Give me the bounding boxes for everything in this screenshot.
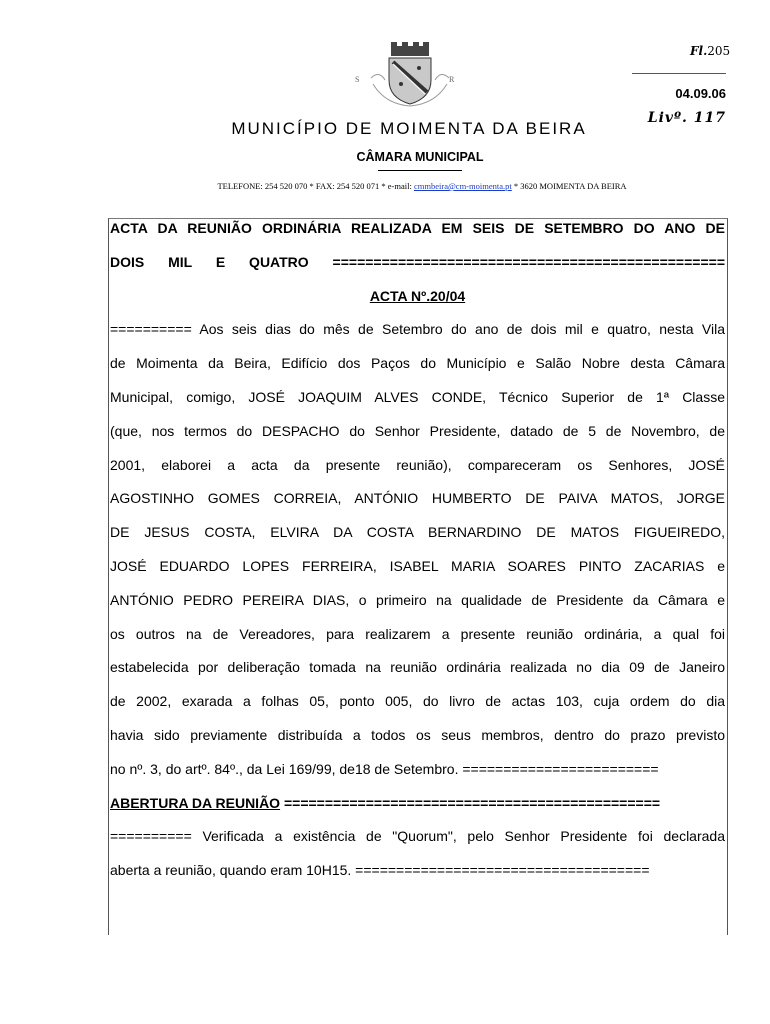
section-heading: ABERTURA DA REUNIÃO (110, 794, 281, 811)
crest-letter-right: R (449, 75, 455, 84)
minutes-number: ACTA Nº.20/04 (369, 287, 466, 304)
body-line: os outros na de Vereadores, para realizarem a presente reunião ordinária, a qual foi (110, 625, 725, 642)
body-line: de Moimenta da Beira, Edifício dos Paços do Município e Salão Nobre desta Câmara (110, 355, 725, 372)
body-line: aberta a reunião, quando eram 10H15. ==================================== (110, 862, 650, 879)
contact-address: * 3620 MOIMENTA DA BEIRA (511, 181, 627, 191)
body-line: JOSÉ EDUARDO LOPES FERREIRA, ISABEL MARIA SOARES PINTO ZACARIAS e (110, 557, 725, 574)
crest-letter-left: S (355, 75, 360, 84)
folio-prefix: Fl. (690, 44, 708, 58)
municipal-crest (355, 40, 465, 112)
body-line: ANTÓNIO PEDRO PEREIRA DIAS, o primeiro na qualidade de Presidente da Câmara e (110, 591, 725, 608)
body-line: ========== Verificada a existência de "Quorum", pelo Senhor Presidente foi declarada (110, 828, 725, 845)
body-line: no nº. 3, do artº. 84º., da Lei 169/99, de18 de Setembro. ======================== (110, 760, 659, 777)
contact-phone-fax: TELEFONE: 254 520 070 * FAX: 254 520 071 * e-mail: (217, 181, 414, 191)
body-line: havia sido previamente distribuída a todos os seus membros, dentro do prazo previsto (110, 726, 725, 743)
minutes-number-line (110, 283, 725, 317)
body-line: ========== Aos seis dias do mês de Setembro do ano de dois mil e quatro, nesta Vila (110, 321, 725, 338)
council-title: CÂMARA MUNICIPAL (356, 150, 484, 164)
folio-value: 205 (707, 44, 731, 58)
body-line: (que, nos termos do DESPACHO do Senhor Presidente, datado de 5 de Novembro, de (110, 422, 725, 439)
minutes-title-line-1: ACTA DA REUNIÃO ORDINÁRIA REALIZADA EM SEIS DE SETEMBRO DO ANO DE (110, 220, 725, 236)
book-number: Livº. 117 (647, 110, 726, 126)
body-line: AGOSTINHO GOMES CORREIA, ANTÓNIO HUMBERTO DE PAIVA MATOS, JORGE (110, 490, 725, 507)
minutes-title-line-2: DOIS MIL E QUATRO ================================================ (110, 253, 725, 270)
contact-line (0, 181, 770, 191)
folio-rule (632, 73, 726, 74)
body-line: 2001, elaborei a acta da presente reunião), compareceram os Senhores, JOSÉ (110, 456, 725, 473)
section-heading-line (110, 790, 725, 824)
body-line: Municipal, comigo, JOSÉ JOAQUIM ALVES CONDE, Técnico Superior de 1ª Classe (110, 388, 725, 405)
municipality-title: MUNICÍPIO DE MOIMENTA DA BEIRA (231, 119, 587, 138)
council-underline (378, 170, 462, 171)
document-date: 04.09.06 (675, 86, 726, 101)
minutes-body (110, 215, 725, 891)
folio-number (690, 44, 730, 58)
body-line: estabelecida por deliberação tomada na reunião ordinária realizada no dia 09 de Janeiro (110, 659, 725, 676)
body-line: de 2002, exarada a folhas 05, ponto 005, do livro de actas 103, cuja ordem do dia (110, 693, 725, 710)
body-line: DE JESUS COSTA, ELVIRA DA COSTA BERNARDINO DE MATOS FIGUEIREDO, (110, 524, 725, 541)
contact-email: cmmbeira@cm-moimenta.pt (413, 181, 512, 191)
section-heading-rule: ============================================== (280, 794, 661, 811)
